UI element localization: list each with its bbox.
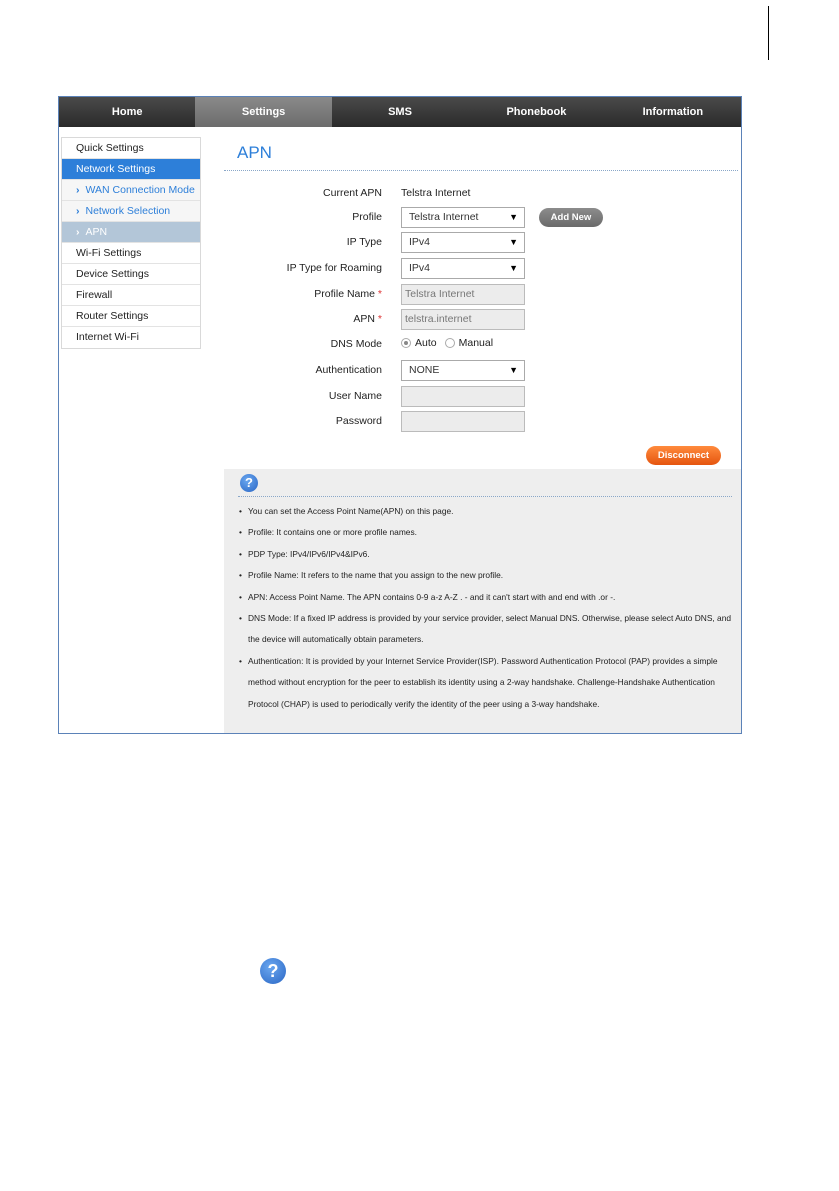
sidebar-item-network-settings[interactable]: Network Settings bbox=[62, 159, 200, 180]
profile-label: Profile bbox=[352, 211, 382, 223]
sidebar-subitem-label: APN bbox=[85, 226, 108, 238]
apn-row bbox=[224, 309, 738, 331]
ip-type-roaming-select[interactable] bbox=[401, 258, 525, 279]
router-window bbox=[58, 96, 742, 734]
sidebar-subitem-network-selection[interactable] bbox=[62, 201, 200, 222]
sidebar-item-quick-settings[interactable]: Quick Settings bbox=[62, 138, 200, 159]
help-line-profile-name: • Profile Name: It refers to the name that you assign to the new profile. bbox=[239, 565, 734, 586]
chevron-right-icon: › bbox=[76, 205, 80, 217]
dns-manual-radio[interactable] bbox=[445, 338, 455, 348]
ip-type-select-value: IPv4 bbox=[409, 236, 431, 248]
help-line-dns-mode: • DNS Mode: If a fixed IP address is provided by your service provider, select Manual DNS. Otherwise, please select Auto DNS, and the device will automatically obtain parameters. bbox=[239, 608, 734, 651]
sidebar-subitem-wan-connection-mode[interactable] bbox=[62, 180, 200, 201]
authentication-label: Authentication bbox=[315, 364, 382, 376]
sidebar-item-internet-wifi[interactable]: Internet Wi-Fi bbox=[76, 331, 140, 343]
apn-field[interactable]: telstra.internet bbox=[401, 309, 525, 330]
help-line-pdp-type: • PDP Type: IPv4/IPv6/IPv4&IPv6. bbox=[239, 544, 734, 565]
current-apn-row bbox=[224, 183, 738, 205]
password-label: Password bbox=[335, 415, 382, 427]
password-row bbox=[224, 411, 738, 433]
help-line-authentication: • Authentication: It is provided by your Internet Service Provider(ISP). Password Authentication Protocol (PAP) provides a simple method without encryption for the peer to establish its identity using a 2-way handshake. Challenge-Handshake Authentication Protocol (CHAP) is used to periodically verify the identity of the peer using a 3-way handshake. bbox=[239, 651, 734, 715]
sidebar-subitem-label: Network Selection bbox=[85, 205, 171, 217]
chevron-right-icon: › bbox=[76, 226, 80, 238]
dropdown-arrow-icon: ▼ bbox=[509, 263, 518, 273]
tab-sms[interactable]: SMS bbox=[388, 106, 412, 118]
ip-type-roaming-select-value: IPv4 bbox=[409, 262, 431, 274]
user-name-label: User Name bbox=[328, 390, 382, 402]
add-new-button[interactable]: Add New bbox=[539, 208, 603, 227]
sidebar-item-firewall[interactable]: Firewall bbox=[62, 285, 200, 306]
dns-mode-row bbox=[224, 334, 738, 356]
dns-auto-radio[interactable] bbox=[401, 338, 411, 348]
ip-type-row bbox=[224, 232, 738, 254]
sidebar-subitem-label: WAN Connection Mode bbox=[85, 184, 195, 196]
help-line-profile: • Profile: It contains one or more profile names. bbox=[239, 522, 734, 543]
sidebar bbox=[61, 137, 201, 349]
ip-type-roaming-row bbox=[224, 258, 738, 280]
dns-mode-label: DNS Mode bbox=[330, 338, 382, 350]
profile-select[interactable] bbox=[401, 207, 525, 228]
dropdown-arrow-icon: ▼ bbox=[509, 365, 518, 375]
apn-label: APN * bbox=[353, 313, 382, 325]
disconnect-button[interactable]: Disconnect bbox=[646, 446, 721, 465]
page-title: APN bbox=[237, 143, 272, 162]
profile-name-field[interactable]: Telstra Internet bbox=[401, 284, 525, 305]
user-name-field[interactable] bbox=[401, 386, 525, 407]
password-field[interactable] bbox=[401, 411, 525, 432]
top-navigation bbox=[59, 97, 741, 127]
tab-home[interactable]: Home bbox=[111, 106, 143, 118]
help-divider bbox=[238, 496, 732, 497]
authentication-select[interactable] bbox=[401, 360, 525, 381]
help-icon[interactable]: ? bbox=[240, 474, 258, 492]
tab-phonebook[interactable]: Phonebook bbox=[506, 106, 567, 118]
ip-type-select[interactable] bbox=[401, 232, 525, 253]
dropdown-arrow-icon: ▼ bbox=[509, 237, 518, 247]
title-divider bbox=[224, 170, 738, 171]
dns-mode-radio-group bbox=[401, 337, 501, 349]
help-line-apn: • APN: Access Point Name. The APN contains 0-9 a-z A-Z . - and it can't start with and end with .or -. bbox=[239, 587, 734, 608]
help-panel bbox=[224, 469, 741, 734]
sidebar-item-device-settings[interactable]: Device Settings bbox=[62, 264, 200, 285]
sidebar-subitem-apn[interactable] bbox=[62, 222, 200, 243]
authentication-select-value: NONE bbox=[409, 364, 440, 376]
profile-select-value: Telstra Internet bbox=[409, 211, 479, 223]
ip-type-label: IP Type bbox=[346, 236, 382, 248]
help-icon: ? bbox=[260, 958, 286, 984]
dns-manual-label: Manual bbox=[458, 337, 494, 349]
sidebar-item-wifi-settings[interactable]: Wi-Fi Settings bbox=[62, 243, 200, 264]
ip-type-roaming-label: IP Type for Roaming bbox=[286, 262, 382, 274]
current-apn-value: Telstra Internet bbox=[401, 187, 471, 199]
sidebar-item-router-settings[interactable]: Router Settings bbox=[62, 306, 200, 327]
user-name-row bbox=[224, 386, 738, 408]
current-apn-label: Current APN bbox=[323, 187, 382, 199]
profile-name-label: Profile Name * bbox=[314, 288, 382, 300]
authentication-row bbox=[224, 360, 738, 382]
profile-name-row bbox=[224, 284, 738, 306]
dropdown-arrow-icon: ▼ bbox=[509, 212, 518, 222]
help-list bbox=[239, 501, 734, 715]
dns-auto-label: Auto bbox=[415, 337, 437, 349]
document-margin-line bbox=[768, 6, 769, 60]
profile-row bbox=[224, 207, 738, 229]
tab-information[interactable]: Information bbox=[642, 106, 704, 118]
help-line-access-point: • You can set the Access Point Name(APN) on this page. bbox=[239, 501, 734, 522]
tab-settings[interactable]: Settings bbox=[195, 97, 331, 127]
chevron-right-icon: › bbox=[76, 184, 80, 196]
